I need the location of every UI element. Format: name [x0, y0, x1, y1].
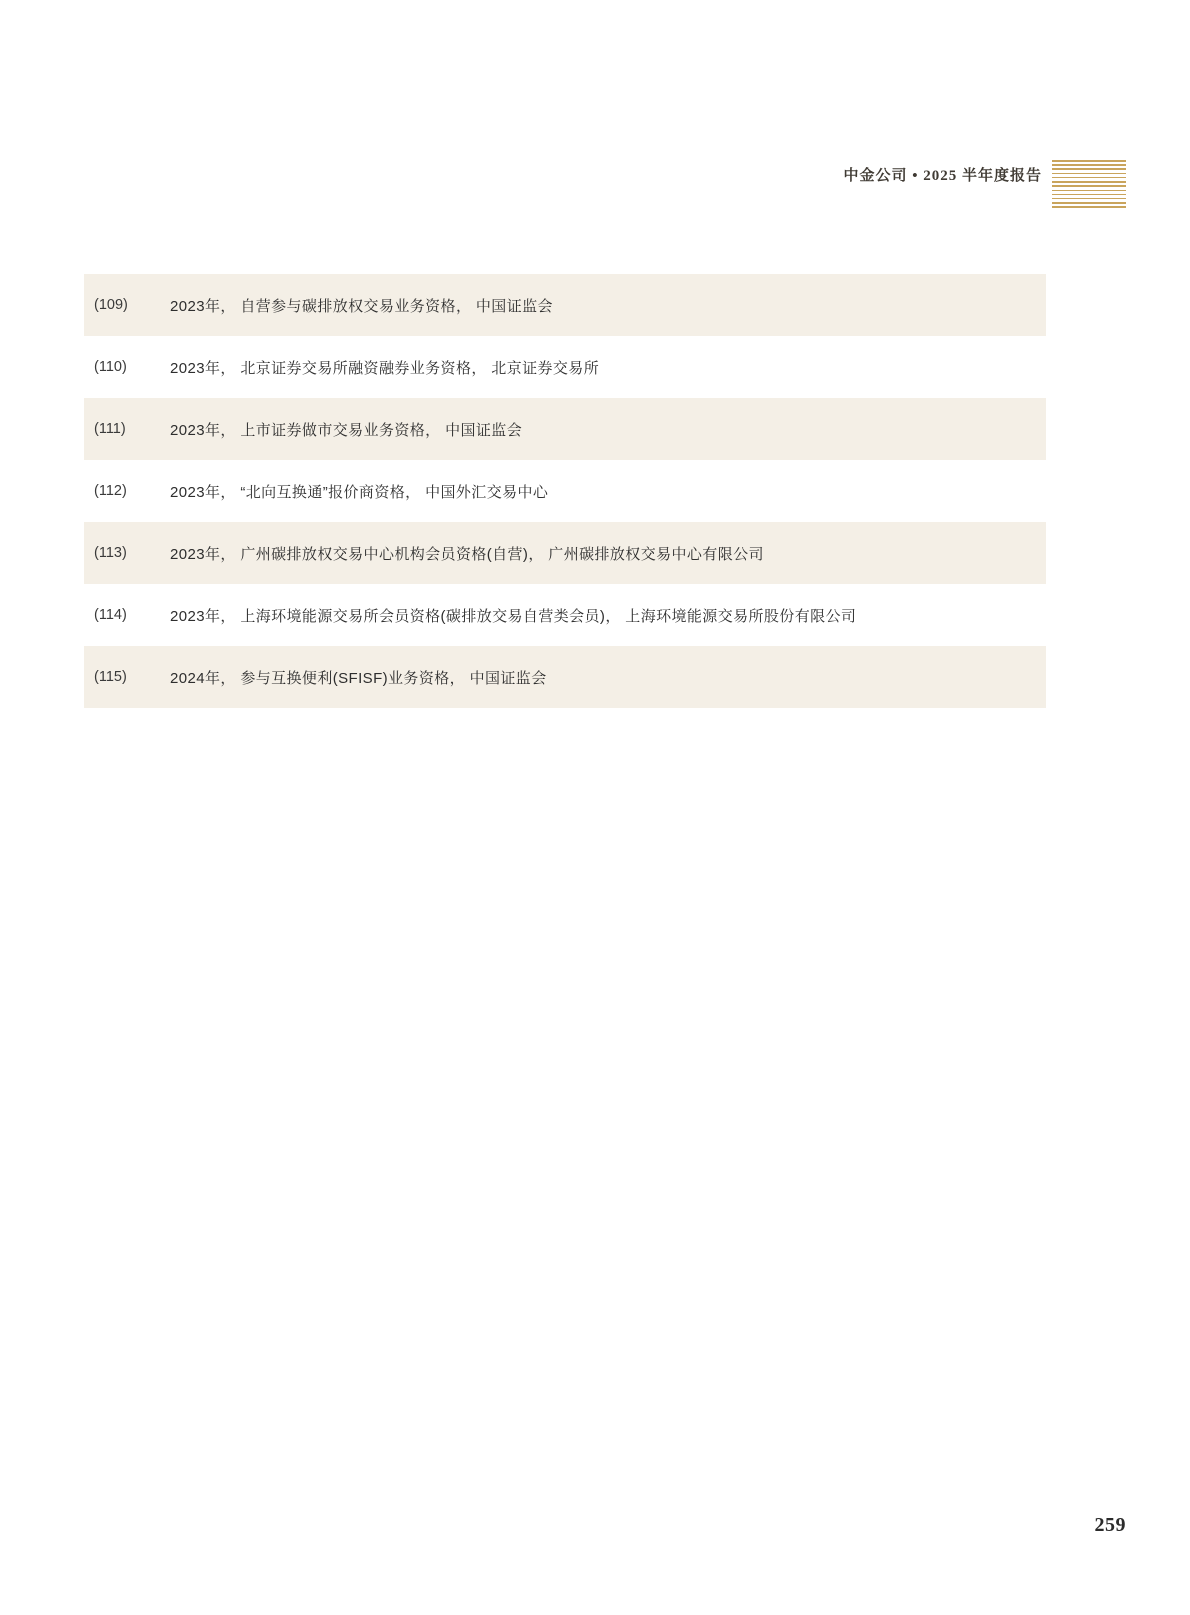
list-item-index: (113) [94, 545, 127, 561]
list-item-index: (110) [94, 359, 127, 375]
list-item-text: 2023年， 广州碳排放权交易中心机构会员资格(自营)， 广州碳排放权交易中心有限公司 [170, 545, 764, 563]
qualification-list [84, 274, 1046, 708]
header-stripe [1052, 181, 1126, 183]
list-item-text: 2023年， 北京证券交易所融资融券业务资格， 北京证券交易所 [170, 359, 600, 377]
list-item [84, 460, 1046, 522]
page-header [0, 80, 1190, 184]
header-stripe [1052, 168, 1126, 170]
header-stripe [1052, 164, 1126, 166]
list-item [84, 584, 1046, 646]
header-stripe [1052, 177, 1126, 179]
list-item-text: 2023年， “北向互换通”报价商资格， 中国外汇交易中心 [170, 483, 549, 501]
header-stripe [1052, 198, 1126, 200]
list-item [84, 646, 1046, 708]
list-item-index: (115) [94, 669, 127, 685]
list-item-text: 2024年， 参与互换便利(SFISF)业务资格， 中国证监会 [170, 669, 547, 687]
header-stripe [1052, 206, 1126, 208]
header-stripes-decoration [1052, 160, 1126, 208]
header-stripe [1052, 190, 1126, 192]
header-stripe [1052, 185, 1126, 187]
header-title: 中金公司 • 2025 半年度报告 [843, 168, 1042, 184]
list-item-index: (112) [94, 483, 127, 499]
page-number: 259 [1094, 1514, 1126, 1536]
header-stripe [1052, 194, 1126, 196]
list-item-text: 2023年， 上市证券做市交易业务资格， 中国证监会 [170, 421, 523, 439]
header-stripe [1052, 173, 1126, 175]
header-stripe [1052, 160, 1126, 162]
list-item [84, 522, 1046, 584]
header-stripe [1052, 202, 1126, 204]
list-item-text: 2023年， 上海环境能源交易所会员资格(碳排放交易自营类会员)， 上海环境能源交易所股份有限公司 [170, 607, 857, 625]
list-item-index: (114) [94, 607, 127, 623]
list-item-index: (111) [94, 421, 126, 437]
list-item-text: 2023年， 自营参与碳排放权交易业务资格， 中国证监会 [170, 297, 553, 315]
list-item [84, 336, 1046, 398]
list-item [84, 398, 1046, 460]
list-item [84, 274, 1046, 336]
list-item-index: (109) [94, 297, 128, 313]
